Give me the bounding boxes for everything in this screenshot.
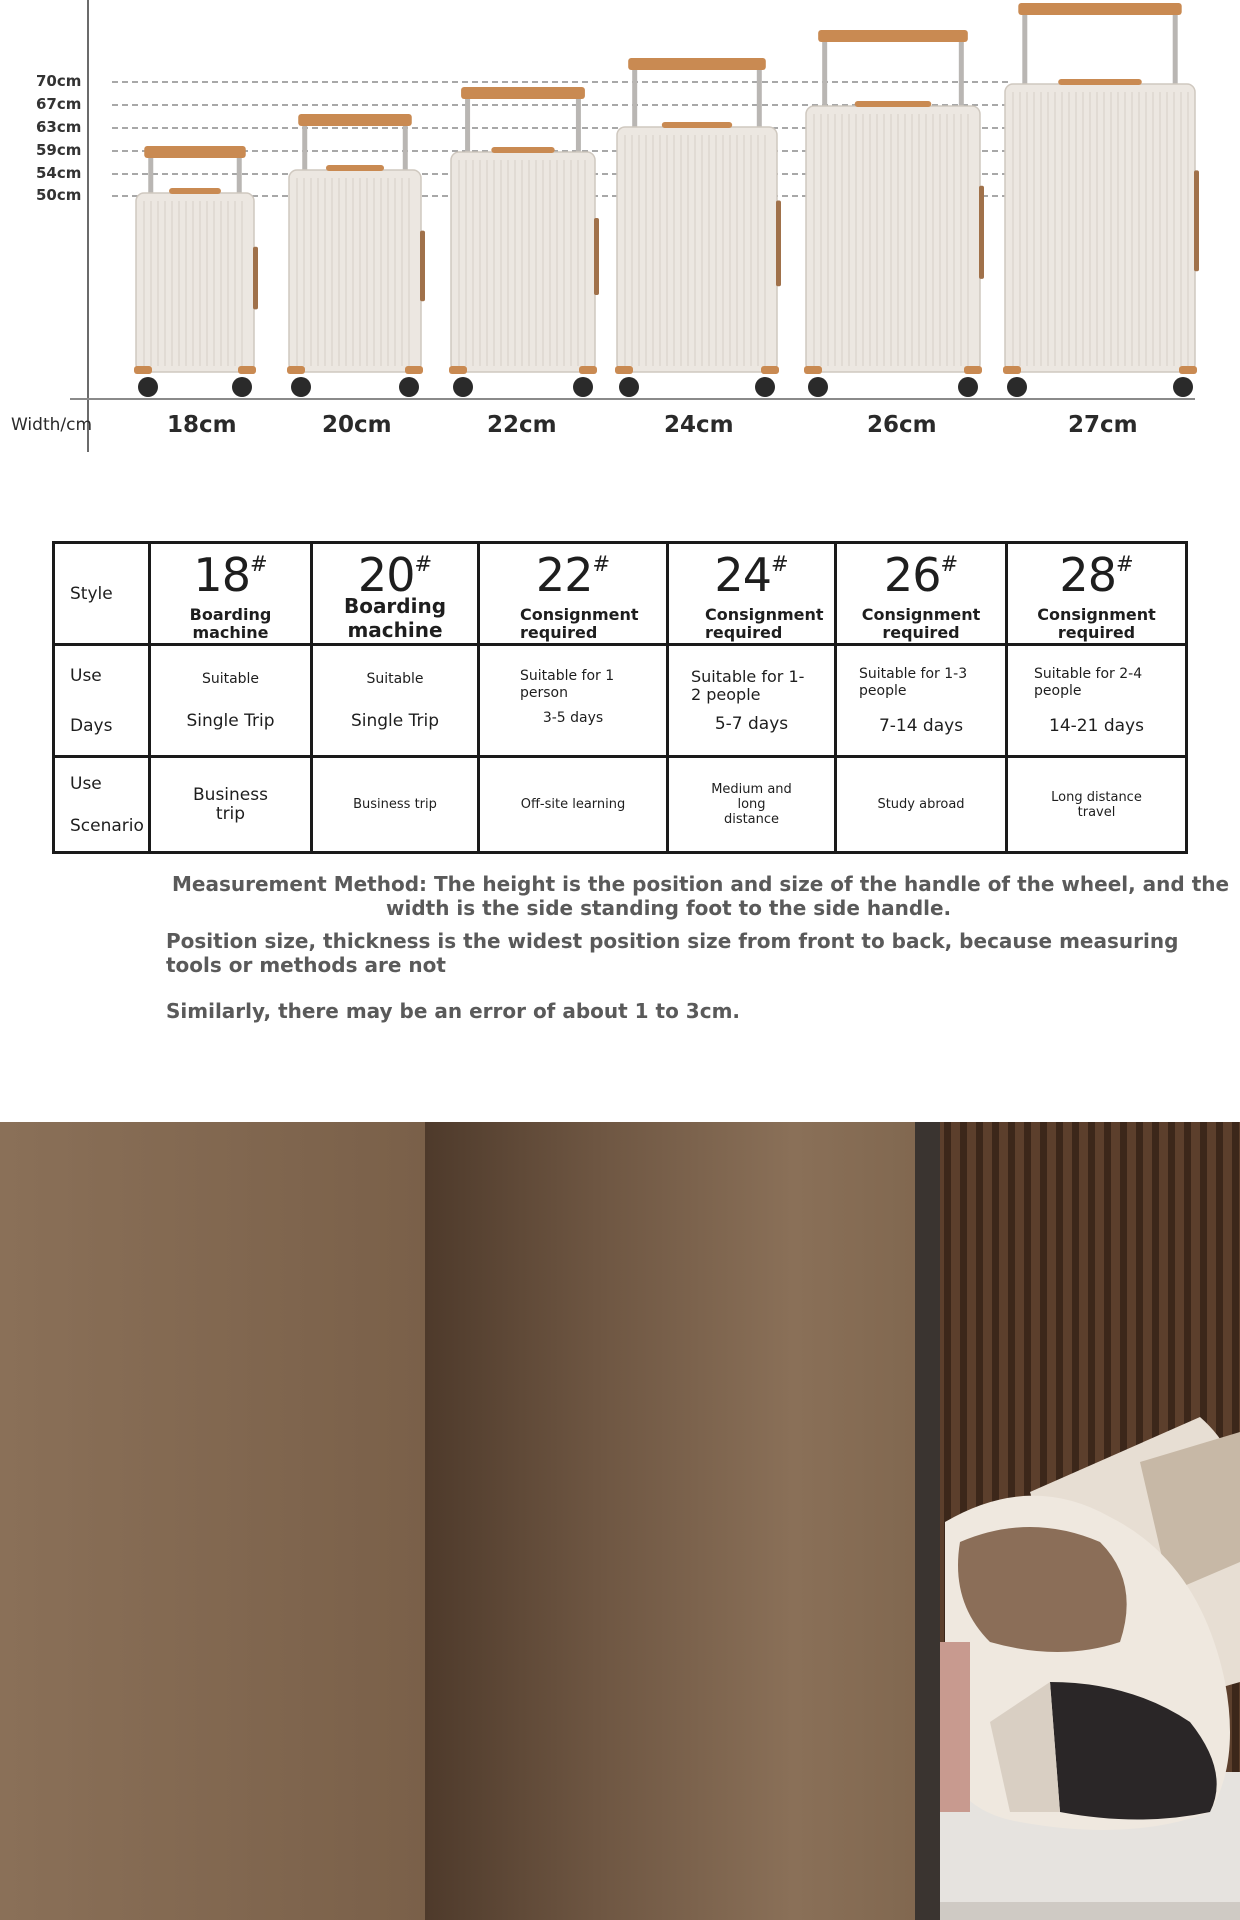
height-label: 54cm — [36, 164, 82, 182]
wheel — [573, 377, 593, 397]
bench-edge — [940, 1902, 1240, 1920]
wheel — [1173, 377, 1193, 397]
table-cell-size — [836, 543, 1007, 645]
wheel — [1007, 377, 1027, 397]
carry-handle — [855, 101, 932, 107]
size-description: Boarding machine — [189, 605, 272, 642]
size-number: 28# — [1059, 548, 1134, 602]
table-row-scenario — [54, 757, 1187, 853]
wheel — [138, 377, 158, 397]
height-label: 63cm — [36, 118, 82, 136]
handle-grip — [1018, 3, 1181, 15]
height-label: 59cm — [36, 141, 82, 159]
wheel — [755, 377, 775, 397]
size-chart-graphic — [0, 0, 1240, 470]
wheel — [232, 377, 252, 397]
suitcase — [615, 58, 781, 397]
room-photo — [0, 1122, 1240, 1920]
side-handle — [776, 201, 781, 287]
table-cell-scenario: Business trip — [150, 757, 312, 853]
table-cell-size — [150, 543, 312, 645]
row-header-use-days: Use Days — [54, 645, 150, 757]
table-cell-size — [1007, 543, 1187, 645]
handle-pole — [576, 95, 581, 160]
suitcase — [134, 146, 258, 397]
carry-handle — [1058, 79, 1142, 85]
handle-pole — [959, 38, 964, 114]
size-description: Consignment required — [861, 605, 981, 642]
width-label: 24cm — [664, 412, 734, 438]
table-cell-use: Suitable for 1-2 people 5-7 days — [668, 645, 836, 757]
table-cell-scenario: Off-site learning — [479, 757, 668, 853]
wheel — [808, 377, 828, 397]
side-handle — [420, 231, 425, 302]
table-cell-use: Suitable for 1 person 3-5 days — [479, 645, 668, 757]
suitcase — [287, 114, 425, 397]
carry-handle — [169, 188, 221, 194]
handle-grip — [628, 58, 766, 70]
corner-cap — [405, 366, 423, 374]
table-cell-scenario: Study abroad — [836, 757, 1007, 853]
suitcase — [804, 30, 984, 397]
measurement-note: Position size, thickness is the widest position size from front to back, because measuring — [166, 929, 1179, 953]
corner-cap — [134, 366, 152, 374]
width-label: 22cm — [487, 412, 557, 438]
table-cell-size — [479, 543, 668, 645]
wheel — [619, 377, 639, 397]
handle-grip — [461, 87, 585, 99]
room-photo-graphic — [0, 1122, 1240, 1920]
corner-cap — [449, 366, 467, 374]
corner-cap — [579, 366, 597, 374]
size-number: 18# — [193, 548, 268, 602]
corner-cap — [615, 366, 633, 374]
width-label: 20cm — [322, 412, 392, 438]
suitcase-body — [136, 193, 254, 372]
measurement-note: tools or methods are not — [166, 953, 446, 977]
handle-grip — [144, 146, 245, 158]
table-row-style — [54, 543, 1187, 645]
corner-cap — [761, 366, 779, 374]
carry-handle — [662, 122, 732, 128]
wheel — [453, 377, 473, 397]
size-description: Consignment required — [520, 605, 639, 642]
table-cell-use: Suitable Single Trip — [312, 645, 479, 757]
handle-grip — [818, 30, 968, 42]
corner-cap — [1003, 366, 1021, 374]
height-label: 70cm — [36, 72, 82, 90]
handle-pole — [757, 66, 762, 135]
suitcase — [449, 87, 599, 397]
handle-pole — [1173, 11, 1178, 92]
corner-cap — [238, 366, 256, 374]
size-number: 26# — [883, 548, 959, 602]
table-cell-scenario: Long distance travel — [1007, 757, 1187, 853]
measurement-note: width is the side standing foot to the side handle. — [386, 896, 952, 920]
side-handle — [253, 247, 258, 310]
wall-middle-panel — [425, 1122, 915, 1920]
row-header-scenario: Use Scenario — [54, 757, 150, 853]
table-cell-size — [312, 543, 479, 645]
wheel — [399, 377, 419, 397]
table-cell-size — [668, 543, 836, 645]
corner-cap — [287, 366, 305, 374]
table-cell-use: Suitable for 1-3 people 7-14 days — [836, 645, 1007, 757]
carry-handle — [491, 147, 554, 153]
spec-table — [52, 541, 1188, 854]
wheel — [958, 377, 978, 397]
handle-pole — [822, 38, 827, 114]
table-cell-use: Suitable Single Trip — [150, 645, 312, 757]
pink-cushion — [940, 1642, 970, 1812]
handle-pole — [465, 95, 470, 160]
width-label: 18cm — [167, 412, 237, 438]
luggage-group — [134, 3, 1199, 397]
size-number: 22# — [535, 548, 611, 602]
size-number: 20# — [357, 548, 433, 602]
suitcase-body — [617, 127, 777, 372]
side-handle — [594, 218, 599, 295]
corner-cap — [1179, 366, 1197, 374]
row-header-style: Style — [54, 543, 150, 645]
size-description: Consignment required — [705, 605, 824, 642]
size-chart — [0, 0, 1240, 470]
height-label: 50cm — [36, 186, 82, 204]
wall-left-panel — [0, 1122, 425, 1920]
corner-cap — [964, 366, 982, 374]
size-description: Boarding machine — [343, 594, 447, 642]
suitcase-body — [289, 170, 421, 372]
width-label: 27cm — [1068, 412, 1138, 438]
suitcase — [1003, 3, 1199, 397]
wall-frame — [915, 1122, 940, 1920]
corner-cap — [804, 366, 822, 374]
error-note: Similarly, there may be an error of about 1 to 3cm. — [166, 999, 741, 1023]
size-description: Consignment required — [1037, 605, 1156, 642]
handle-grip — [298, 114, 412, 126]
width-axis-title: Width/cm — [11, 415, 93, 435]
table-row-use-days — [54, 645, 1187, 757]
table-cell-scenario: Medium and long distance — [668, 757, 836, 853]
size-number: 24# — [714, 548, 789, 602]
handle-pole — [1022, 11, 1027, 92]
measurement-note: Measurement Method: The height is the position and size of the handle of the wheel, and the — [172, 872, 1230, 896]
height-label: 67cm — [36, 95, 82, 113]
wheel — [291, 377, 311, 397]
handle-pole — [632, 66, 637, 135]
side-handle — [1194, 170, 1199, 271]
carry-handle — [326, 165, 384, 171]
table-cell-scenario: Business trip — [312, 757, 479, 853]
side-handle — [979, 186, 984, 279]
width-label: 26cm — [867, 412, 937, 438]
table-cell-use: Suitable for 2-4 people 14-21 days — [1007, 645, 1187, 757]
